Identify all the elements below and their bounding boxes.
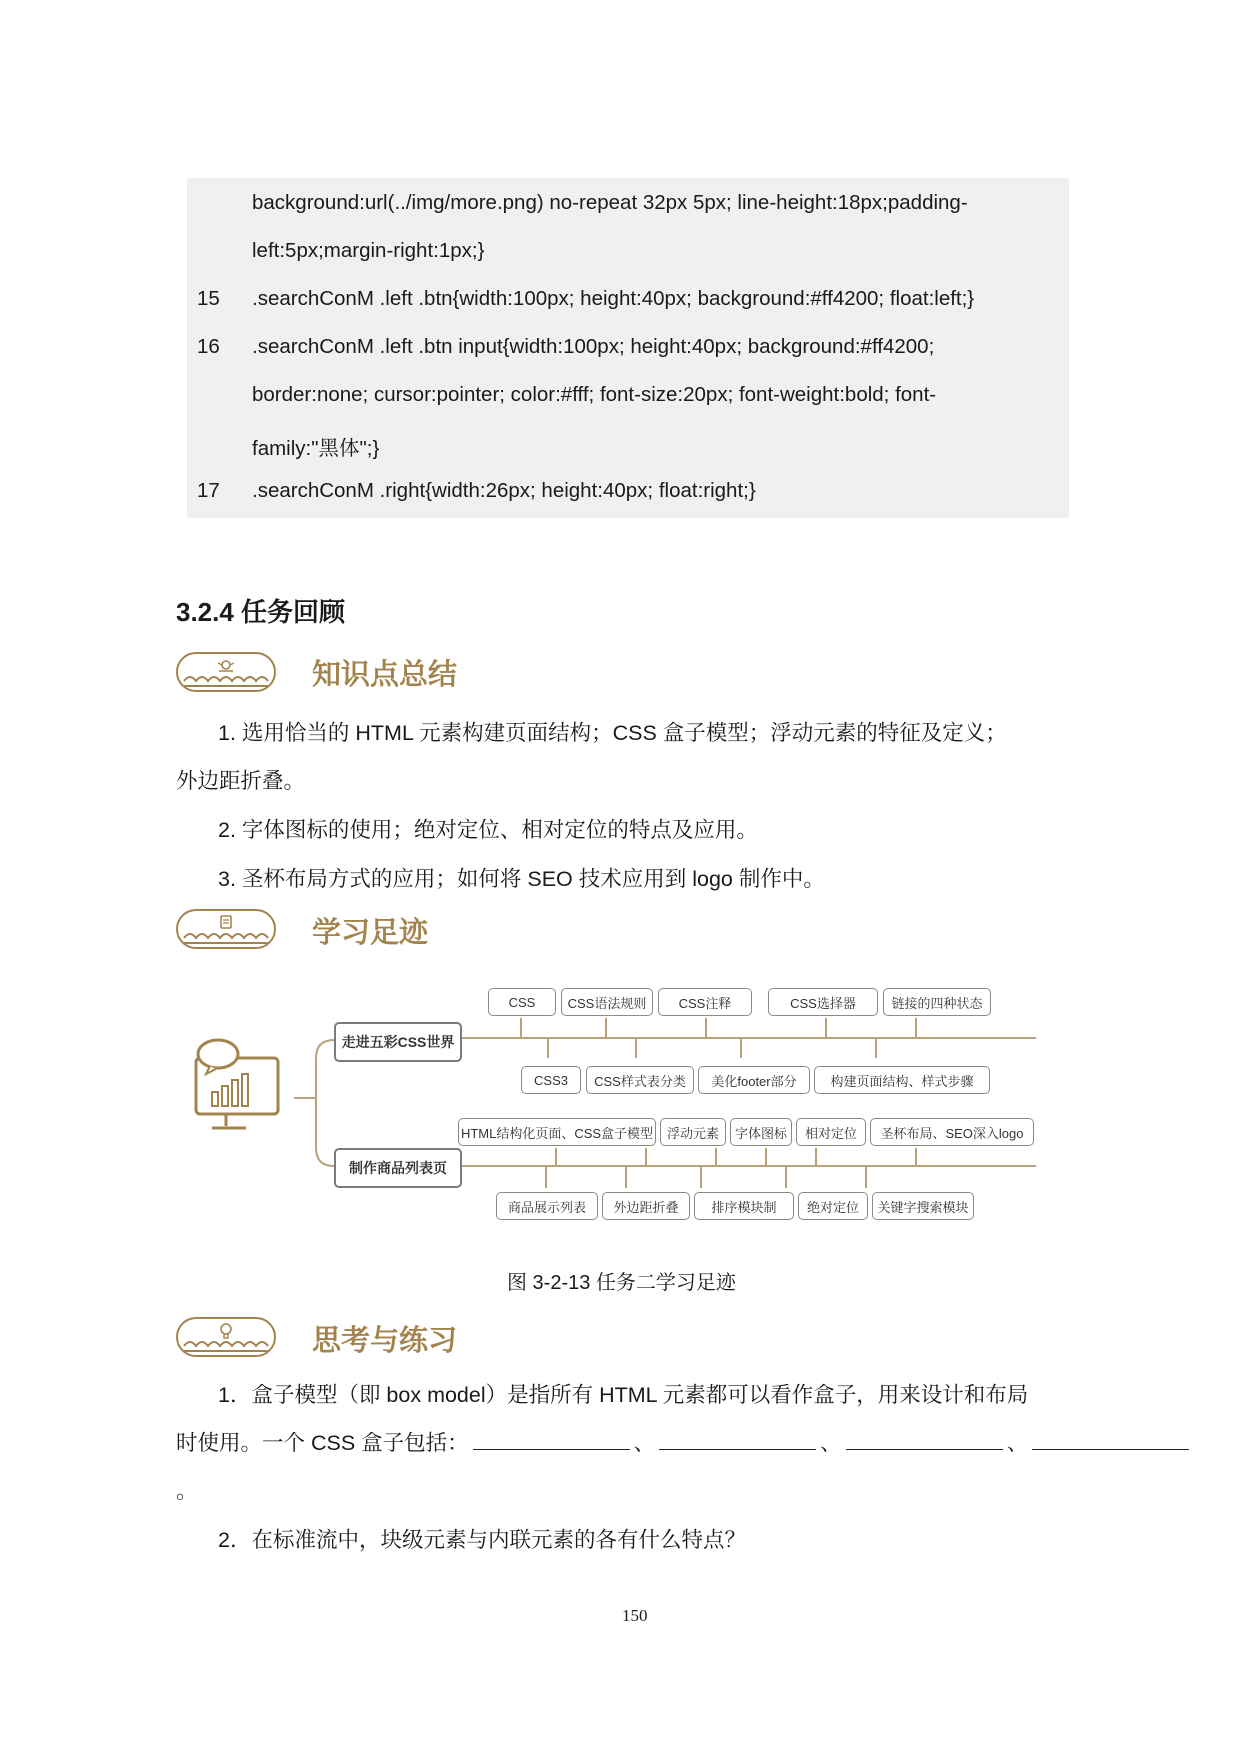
- mindmap-node: 相对定位: [796, 1118, 866, 1146]
- mindmap-node: 构建页面结构、样式步骤: [814, 1066, 990, 1094]
- exercise-q1-end: 。: [176, 1479, 198, 1503]
- page-number: 150: [622, 1606, 648, 1625]
- exercise-q1: 1．盒子模型（即 box model）是指所有 HTML 元素都可以看作盒子，用来设计和布局: [218, 1383, 1029, 1407]
- mindmap-node: 链接的四种状态: [883, 988, 991, 1016]
- exercise-q2: 2．在标准流中，块级元素与内联元素的各有什么特点？: [218, 1528, 746, 1552]
- monitor-chart-icon: [196, 1040, 278, 1128]
- mindmap-node: 排序模块制: [694, 1192, 794, 1220]
- answer-blank[interactable]: [659, 1431, 816, 1450]
- banner-title-footprint: 学习足迹: [312, 917, 429, 949]
- summary-item-3: 3. 圣杯布局方式的应用；如何将 SEO 技术应用到 logo 制作中。: [218, 867, 825, 891]
- mindmap-node: CSS样式表分类: [586, 1066, 694, 1094]
- mindmap-branch-product-list: 制作商品列表页: [334, 1148, 462, 1188]
- mindmap-node: HTML结构化页面、CSS盒子模型: [458, 1118, 656, 1146]
- flower-banner-icon: [176, 651, 276, 693]
- clipboard-banner-icon: [176, 908, 276, 950]
- mindmap-node: 绝对定位: [798, 1192, 868, 1220]
- banner-title-summary: 知识点总结: [312, 659, 458, 691]
- answer-blank[interactable]: [846, 1431, 1003, 1450]
- mindmap-node: 圣杯布局、SEO深入logo: [870, 1118, 1034, 1146]
- mindmap-node: CSS3: [521, 1066, 581, 1094]
- mindmap-branch-css-world: 走进五彩CSS世界: [334, 1022, 462, 1062]
- summary-item-2: 2. 字体图标的使用；绝对定位、相对定位的特点及应用。: [218, 818, 758, 842]
- mindmap-node: 商品展示列表: [496, 1192, 598, 1220]
- lightbulb-banner-icon: [176, 1316, 276, 1358]
- mindmap-node: 关键字搜索模块: [872, 1192, 974, 1220]
- mindmap-node: 浮动元素: [660, 1118, 726, 1146]
- answer-blank[interactable]: [1032, 1431, 1189, 1450]
- mindmap-node: CSS语法规则: [561, 988, 653, 1016]
- mindmap-node: 美化footer部分: [698, 1066, 810, 1094]
- code-block: background:url(../img/more.png) no-repeat 32px 5px; line-height:18px;padding- left:5px;margin-right:1px;} 15 .searchConM .left .btn{width:100px; height:40px; background:#ff4200; float:left;} 16 .searchConM .left .btn input{width:100px; height:40px; background:#ff4200; border:none; cursor:pointer; color:#fff; font-size:20px; font-weight:bold; font- family:"黑体";} 17 .searchConM .right{width:26px; height:40px; float:right;}: [187, 178, 1069, 518]
- learning-mindmap: [176, 978, 1036, 1228]
- mindmap-node: CSS: [488, 988, 556, 1016]
- figure-caption: 图 3-2-13 任务二学习足迹: [507, 1272, 736, 1294]
- answer-blank[interactable]: [473, 1431, 630, 1450]
- banner-title-exercise: 思考与练习: [312, 1325, 458, 1357]
- mindmap-node: CSS注释: [658, 988, 752, 1016]
- summary-item-1-cont: 外边距折叠。: [176, 769, 306, 793]
- mindmap-node: 外边距折叠: [602, 1192, 690, 1220]
- mindmap-node: CSS选择器: [768, 988, 878, 1016]
- mindmap-node: 字体图标: [730, 1118, 792, 1146]
- section-heading: 3.2.4 任务回顾: [176, 597, 346, 627]
- exercise-q1-cont: 时使用。一个 CSS 盒子包括： 、 、 、: [176, 1426, 1193, 1457]
- summary-item-1: 1. 选用恰当的 HTML 元素构建页面结构；CSS 盒子模型；浮动元素的特征及定义；: [218, 721, 1007, 745]
